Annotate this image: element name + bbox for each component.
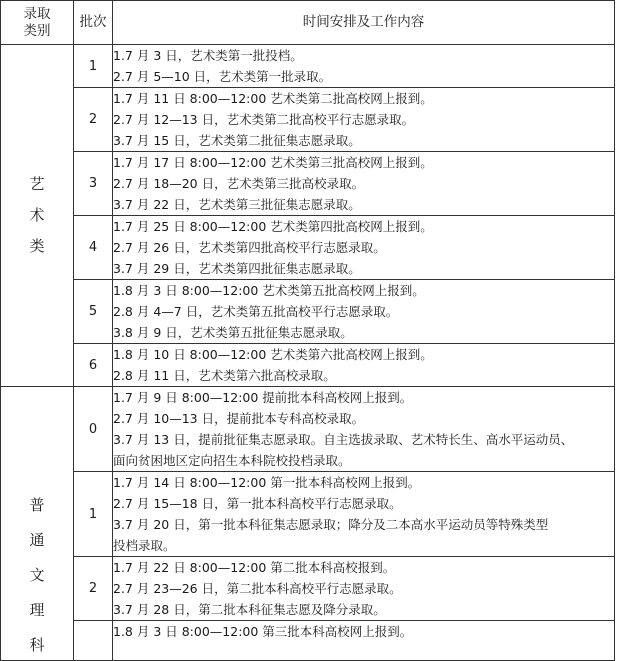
content-line: 1.7 月 22 日 8:00—12:00 第二批本科高校报到。 [113,560,396,575]
table-row [1,216,615,280]
content-line: 1.8 月 10 日 8:00—12:00 艺术类第六批高校网上报到。 [113,347,433,362]
category-char: 艺 [29,175,45,193]
category-cell-general [1,387,74,661]
category-header-line-2: 类别 [23,22,51,39]
content-line: 3.7 月 28 日，第二批本科征集志愿及降分录取。 [113,602,386,617]
content-cell [113,344,615,387]
content-line: 1.7 月 25 日 8:00—12:00 艺术类第四批高校网上报到。 [113,219,433,234]
batch-cell: 1 [74,45,113,88]
table-row [1,45,615,88]
category-cell-art [1,45,74,387]
content-line: 3.8 月 9 日，艺术类第五批征集志愿录取。 [113,325,353,340]
content-line: 2.7 月 23—26 日，第二批本科高校平行志愿录取。 [113,581,402,596]
category-char: 文 [29,566,45,584]
content-cell [113,557,615,621]
content-cell [113,152,615,216]
content-line: 2.7 月 10—13 日，提前批本专科高校录取。 [113,411,365,426]
content-line: 2.7 月 18—20 日，艺术类第三批高校录取。 [113,176,365,191]
content-cell [113,472,615,557]
category-char: 科 [29,636,45,654]
batch-cell: 2 [74,557,113,621]
batch-cell: 3 [74,152,113,216]
content-line: 1.8 月 3 日 8:00—12:00 艺术类第五批高校网上报到。 [113,283,425,298]
batch-header: 批次 [74,1,113,45]
table-row [1,152,615,216]
table-row [1,387,615,472]
category-char: 理 [29,601,45,619]
batch-cell: 2 [74,88,113,152]
table-row [1,621,615,661]
content-line: 2.7 月 12—13 日，艺术类第二批高校平行志愿录取。 [113,112,415,127]
content-line: 1.7 月 9 日 8:00—12:00 提前批本科高校网上报到。 [113,390,413,405]
content-cell [113,387,615,472]
content-line: 1.7 月 17 日 8:00—12:00 艺术类第三批高校网上报到。 [113,155,433,170]
category-char: 术 [29,206,45,224]
content-line: 面向贫困地区定向招生本科院校投档录取。 [113,453,351,468]
content-line: 2.7 月 15—18 日，第一批本科高校平行志愿录取。 [113,496,402,511]
table-row [1,472,615,557]
header-row [1,1,615,45]
content-line: 3.7 月 13 日，提前批征集志愿录取。自主选拔录取、艺术特长生、高水平运动员、 [113,432,574,447]
content-cell [113,45,615,88]
content-header: 时间安排及工作内容 [113,1,615,45]
content-line: 2.8 月 4—7 日，艺术类第五批高校平行志愿录取。 [113,304,399,319]
batch-cell: 0 [74,387,113,472]
content-line: 3.7 月 29 日，艺术类第四批征集志愿录取。 [113,261,361,276]
content-line: 2.8 月 11 日，艺术类第六批高校录取。 [113,368,336,383]
content-line: 1.7 月 3 日，艺术类第一批投档。 [113,48,303,63]
content-cell [113,216,615,280]
content-line: 2.7 月 26 日，艺术类第四批高校平行志愿录取。 [113,240,386,255]
table-row [1,557,615,621]
category-header [1,1,74,45]
content-line: 3.7 月 15 日，艺术类第二批征集志愿录取。 [113,133,361,148]
content-line: 投档录取。 [113,538,176,553]
content-cell [113,280,615,344]
content-cell [113,621,615,661]
batch-cell: 5 [74,280,113,344]
table-row [1,88,615,152]
table-row [1,344,615,387]
content-line: 1.7 月 14 日 8:00—12:00 第一批本科高校网上报到。 [113,475,421,490]
category-header-line-1: 录取 [23,5,51,22]
category-char: 类 [29,237,45,255]
batch-cell [74,621,113,661]
content-cell [113,88,615,152]
batch-cell: 6 [74,344,113,387]
content-line: 3.7 月 22 日，艺术类第三批征集志愿录取。 [113,197,361,212]
batch-cell: 4 [74,216,113,280]
content-line: 3.7 月 20 日，第一批本科征集志愿录取；降分及二本高水平运动员等特殊类型 [113,517,549,532]
batch-cell: 1 [74,472,113,557]
table-row [1,280,615,344]
content-line: 2.7 月 5—10 日，艺术类第一批录取。 [113,69,332,84]
category-char: 普 [29,496,45,514]
content-line: 1.7 月 11 日 8:00—12:00 艺术类第二批高校网上报到。 [113,91,433,106]
content-line: 1.8 月 3 日 8:00—12:00 第三批本科高校网上报到。 [113,624,413,639]
category-char: 通 [29,531,45,549]
